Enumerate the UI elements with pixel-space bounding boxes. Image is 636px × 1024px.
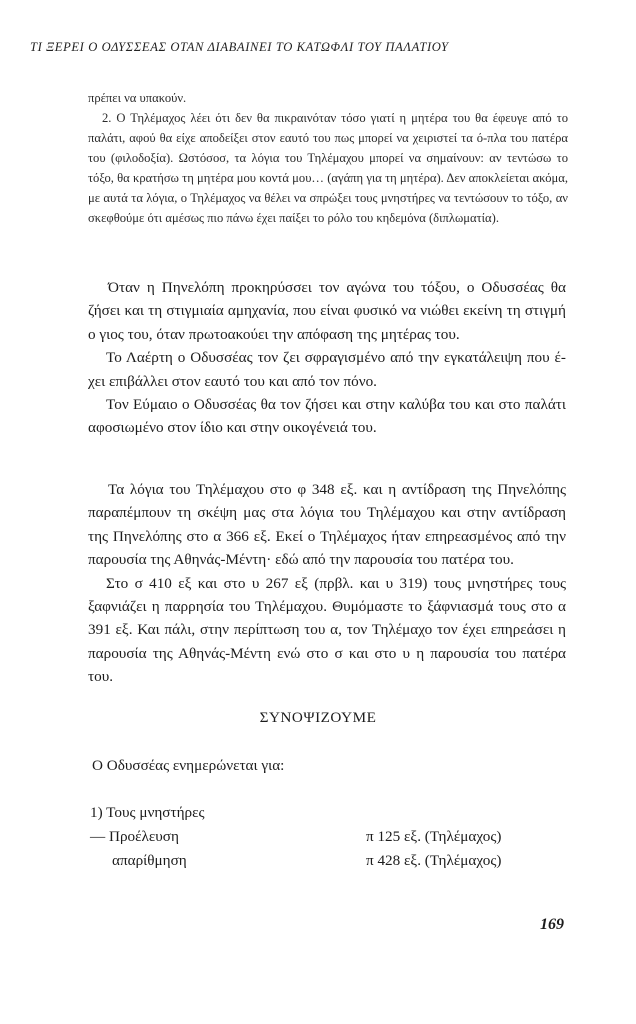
summary-row-reference: π 125 εξ. (Τηλέμαχος) xyxy=(366,828,502,845)
paragraph: Στο σ 410 εξ και στο υ 267 εξ (πρβλ. και υ 319) τους μνηστήρες τους ξαφνιάζει η παρρησία του Τηλέμαχου. Θυμόμαστε το ξάφνιασμά τους στο α 391 εξ. Και πάλι, στην περίπτωση του α, τον Τηλέμαχο τον έχει επηρεάσει η παρουσία της Αθηνάς-Μέντη ενώ στο σ και στο υ η παρουσία του πατέρα του. xyxy=(88,574,566,686)
summary-item-title: 1) Τους μνηστήρες xyxy=(90,804,205,821)
page-number: 169 xyxy=(540,916,564,933)
paragraph: Τον Εύμαιο ο Οδυσσέας θα τον ζήσει και στην καλύβα του και στο παλάτι αφοσιωμένο στον ίδιο και στην οικογένειά του. xyxy=(88,396,566,437)
summary-intro: Ο Οδυσσέας ενημερώνεται για: xyxy=(92,757,285,774)
summary-row-reference: π 428 εξ. (Τηλέμαχος) xyxy=(366,852,502,869)
summary-row xyxy=(90,852,530,876)
summary-row-label: — Προέλευση xyxy=(90,828,179,845)
running-header: ΤΙ ΞΕΡΕΙ Ο ΟΔΥΣΣΕΑΣ ΟΤΑΝ ΔΙΑΒΑΙΝΕΙ ΤΟ ΚΑΤΩΦΛΙ ΤΟΥ ΠΑΛΑΤΙΟΥ xyxy=(30,40,449,54)
section-two xyxy=(88,478,566,689)
paragraph: Το Λαέρτη ο Οδυσσέας τον ζει σφραγισμένο από την εγκατάλειψη που έ-χει επιβάλλει στον εαυτό του και από τον πόνο. xyxy=(88,349,566,390)
paragraph: Όταν η Πηνελόπη προκηρύσσει τον αγώνα του τόξου, ο Οδυσσέας θα ζήσει και τη στιγμιαία αμηχανία, που είναι φυσικό να νιώθει εκείνη τη στιγμή ο γιος του, όταν πρωτοακούει την απόφαση της μητέρας του. xyxy=(88,279,566,343)
note-continuation: πρέπει να υπακούν. xyxy=(88,91,187,105)
footnotes-block xyxy=(88,88,568,228)
summary-row-label: απαρίθμηση xyxy=(112,852,187,869)
paragraph: Τα λόγια του Τηλέμαχου στο φ 348 εξ. και η αντίδραση της Πηνελόπης παραπέμπουν τη σκέψη μας στα λόγια του Τηλέμαχου και στην αντίδραση της Πηνελόπης στο α 366 εξ. Εκεί ο Τηλέμαχος ήταν επηρεασμένος από την παρουσία της Αθηνάς-Μέντη· εδώ από την παρουσία του πατέρα του. xyxy=(88,481,566,569)
summary-row xyxy=(90,828,530,852)
summary-heading: ΣΥΝΟΨΙΖΟΥΜΕ xyxy=(259,709,377,726)
section-one xyxy=(88,276,566,440)
note-2: 2. Ο Τηλέμαχος λέει ότι δεν θα πικραινόταν τόσο γιατί η μητέρα του θα έφευγε από το παλάτι, αφού θα είχε αποδείξει στον εαυτό του πως μπορεί να χειριστεί τα ό-πλα του πατέρα του (φιλοδοξία). Ωστόσοσ, τα λόγια του Τηλέμαχου μπορεί να σημαίνουν: αν τεντώσω το τόξο, θα κρατήσω τη μητέρα μου κοντά μου… (αγάπη για τη μητέρα). Δεν αποκλείεται ακόμα, με αυτά τα λόγια, ο Τηλέμαχος να θέλει να σπρώξει τους μνηστήρες να τεντώσουν το τόξο, αν σκεφθούμε ότι αμέσως πιο πάνω έχει παίξει το ρόλο του κηδεμόνα (διπλωματία). xyxy=(88,111,568,225)
